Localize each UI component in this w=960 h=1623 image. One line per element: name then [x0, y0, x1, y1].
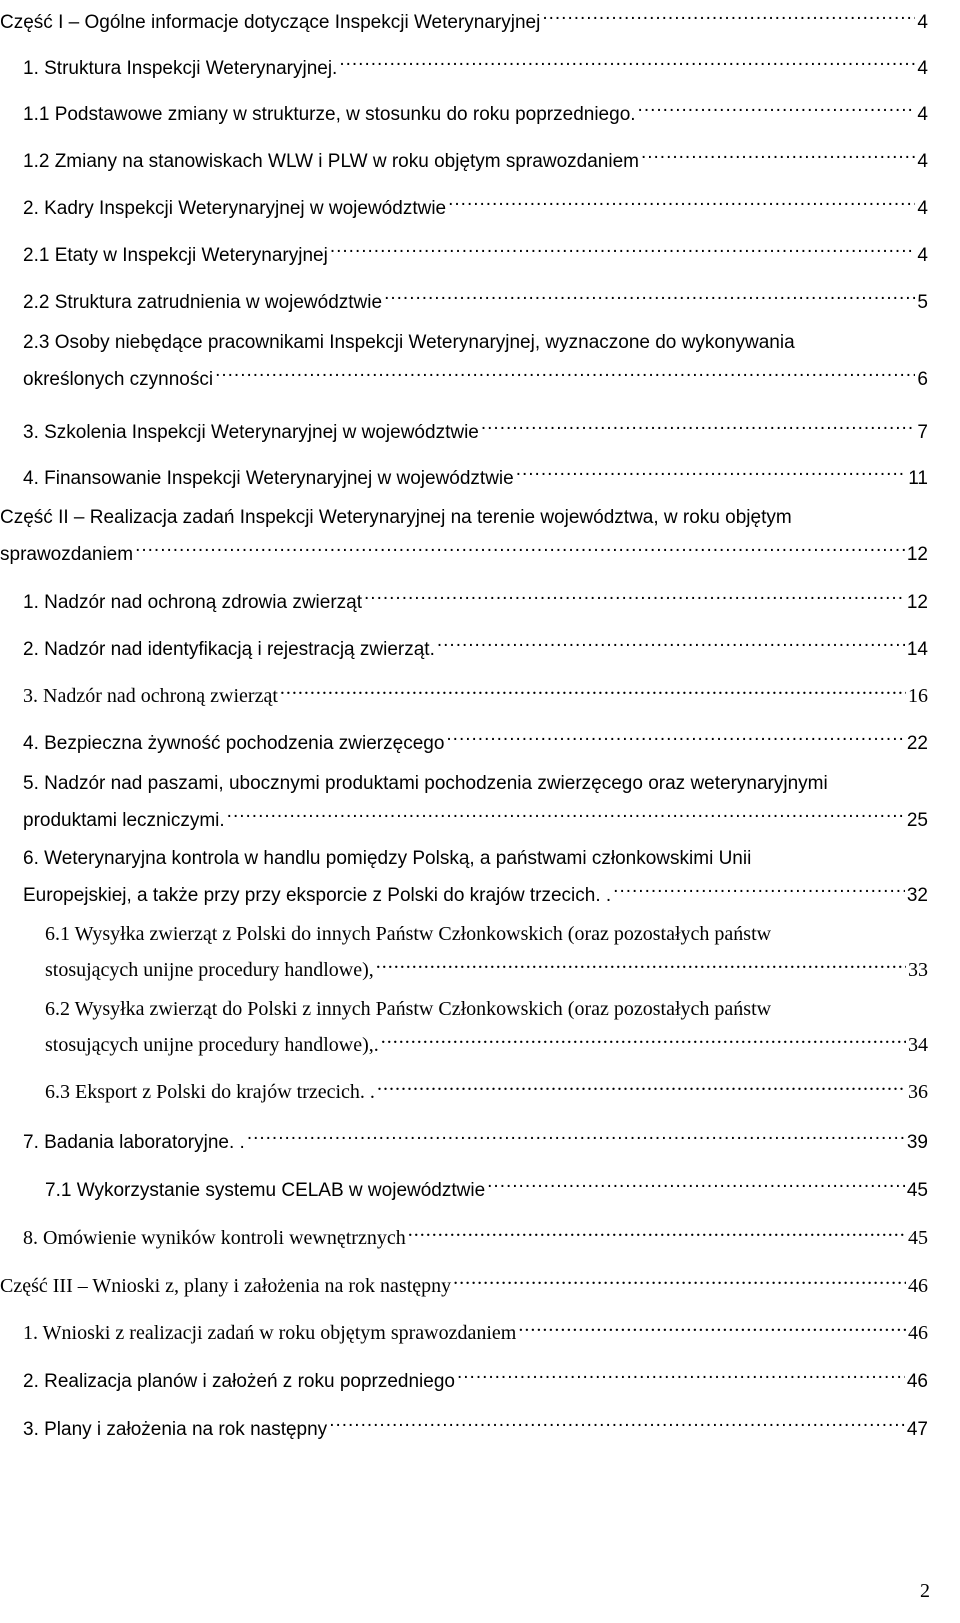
- toc-entry[interactable]: [0, 920, 928, 981]
- toc-entry[interactable]: [0, 1120, 928, 1153]
- toc-entry-page: 45: [908, 1227, 928, 1249]
- toc-entry-title: 3. Szkolenia Inspekcji Weterynaryjnej w województwie: [23, 422, 479, 443]
- toc-entry-title: 7.1 Wykorzystanie systemu CELAB w województwie: [45, 1180, 486, 1201]
- toc-entry-title: 1. Struktura Inspekcji Weterynaryjnej.: [23, 58, 338, 79]
- toc-entry-page: 46: [908, 1275, 928, 1297]
- toc-entry-title: 3. Nadzór nad ochroną zwierząt: [23, 685, 278, 707]
- toc-entry-title: 2.2 Struktura zatrudnienia w województwie: [23, 292, 383, 313]
- dot-leader: [364, 580, 905, 608]
- toc-entry-title: 2. Kadry Inspekcji Weterynaryjnej w województwie: [23, 198, 447, 219]
- toc-entry-title: produktami leczniczymi.: [23, 810, 225, 831]
- dot-leader: [542, 0, 915, 28]
- toc-entry-title: 1.2 Zmiany na stanowiskach WLW i PLW w roku objętym sprawozdaniem: [23, 151, 639, 172]
- page-number: 2: [920, 1580, 930, 1602]
- toc-entry-title: 2.1 Etaty w Inspekcji Weterynaryjnej: [23, 245, 328, 266]
- dot-leader: [377, 1070, 906, 1098]
- toc-entry-title: 3. Plany i założenia na rok następny: [23, 1419, 328, 1440]
- toc-entry-title: 4. Bezpieczna żywność pochodzenia zwierzęcego: [23, 733, 445, 754]
- dot-leader: [135, 532, 905, 560]
- toc-entry-title: 1.1 Podstawowe zmiany w strukturze, w stosunku do roku poprzedniego.: [23, 104, 636, 125]
- toc-entry-page: 34: [908, 1034, 928, 1056]
- toc-entry-title: sprawozdaniem: [0, 544, 134, 565]
- toc-entry-page: 47: [906, 1419, 928, 1440]
- toc-entry-page: 12: [906, 592, 928, 613]
- dot-leader: [448, 186, 915, 214]
- toc-entry-title-line: 6. Weterynaryjna kontrola w handlu pomiędzy Polską, a państwami członkowskimi Unii: [23, 848, 752, 869]
- toc-entry-title: stosujących unijne procedury handlowe),.: [45, 1034, 379, 1056]
- toc-entry-page: 46: [908, 1322, 928, 1344]
- dot-leader: [457, 1359, 905, 1387]
- toc-entry[interactable]: [0, 0, 928, 33]
- toc-entry[interactable]: [0, 674, 928, 707]
- toc-entry-title-line: 5. Nadzór nad paszami, ubocznymi produktami pochodzenia zwierzęcego oraz weterynaryjnymi: [23, 773, 828, 794]
- toc-entry[interactable]: [0, 995, 928, 1056]
- toc-entry[interactable]: [0, 233, 928, 266]
- toc-entry-page: 16: [908, 685, 928, 707]
- toc-entry-title-line: 2.3 Osoby niebędące pracownikami Inspekcji Weterynaryjnej, wyznaczone do wykonywania: [23, 332, 795, 353]
- toc-entry-title: 2. Realizacja planów i założeń z roku poprzedniego: [23, 1371, 455, 1392]
- toc-entry[interactable]: [0, 1407, 928, 1440]
- toc-entry-page: 12: [906, 544, 928, 565]
- dot-leader: [516, 456, 907, 484]
- toc-entry-title-line: 6.2 Wysyłka zwierząt do Polski z innych Państw Członkowskich (oraz pozostałych państw: [45, 998, 772, 1020]
- toc-entry-title: stosujących unijne procedury handlowe),: [45, 959, 374, 981]
- toc-entry[interactable]: [0, 845, 928, 906]
- toc-entry[interactable]: [0, 1070, 928, 1103]
- dot-leader: [381, 1023, 906, 1051]
- toc-entry[interactable]: [0, 1264, 928, 1297]
- toc-entry-title: 8. Omówienie wyników kontroli wewnętrznych: [23, 1227, 406, 1249]
- toc-entry-title: 1. Wnioski z realizacji zadań w roku objętym sprawozdaniem: [23, 1322, 517, 1344]
- dot-leader: [613, 873, 905, 901]
- toc-entry[interactable]: [0, 580, 928, 613]
- toc-entry[interactable]: [0, 410, 928, 443]
- toc-entry-page: 32: [906, 885, 928, 906]
- toc-entry-title: 1. Nadzór nad ochroną zdrowia zwierząt: [23, 592, 363, 613]
- toc-entry[interactable]: [0, 1311, 928, 1344]
- dot-leader: [487, 1168, 905, 1196]
- toc-entry-page: 14: [906, 639, 928, 660]
- toc-entry-page: 4: [917, 12, 928, 33]
- toc-entry[interactable]: [0, 1216, 928, 1249]
- toc-entry-page: 46: [906, 1371, 928, 1392]
- toc-entry-page: 6: [917, 369, 928, 390]
- toc-entry-title: 7. Badania laboratoryjne. .: [23, 1132, 245, 1153]
- toc-entry[interactable]: [0, 186, 928, 219]
- toc-entry[interactable]: [0, 329, 928, 390]
- toc-entry-page: 36: [908, 1081, 928, 1103]
- toc-entry-page: 4: [917, 245, 928, 266]
- toc-entry-page: 7: [917, 422, 928, 443]
- toc-entry-page: 4: [917, 151, 928, 172]
- toc-entry[interactable]: [0, 770, 928, 831]
- toc-entry-page: 33: [908, 959, 928, 981]
- toc-entry-page: 11: [908, 468, 928, 489]
- toc-entry[interactable]: [0, 139, 928, 172]
- toc-entry-title: 4. Finansowanie Inspekcji Weterynaryjnej w województwie: [23, 468, 514, 489]
- toc-entry-title: Część III – Wnioski z, plany i założenia na rok następny: [0, 1275, 452, 1297]
- toc-entry-title: określonych czynności: [23, 369, 214, 390]
- dot-leader: [641, 139, 915, 167]
- dot-leader: [481, 410, 916, 438]
- dot-leader: [437, 627, 905, 655]
- toc-entry[interactable]: [0, 280, 928, 313]
- toc-entry[interactable]: [0, 92, 928, 125]
- toc-entry[interactable]: [0, 1168, 928, 1201]
- toc-entry-title: Europejskiej, a także przy przy eksporcie z Polski do krajów trzecich. .: [23, 885, 612, 906]
- toc-entry-page: 45: [906, 1180, 928, 1201]
- toc-entry-page: 4: [917, 104, 928, 125]
- toc-entry-title: Część I – Ogólne informacje dotyczące Inspekcji Weterynaryjnej: [0, 12, 541, 33]
- toc-entry[interactable]: [0, 1359, 928, 1392]
- dot-leader: [638, 92, 916, 120]
- dot-leader: [330, 233, 916, 261]
- dot-leader: [329, 1407, 905, 1435]
- toc-entry-page: 22: [906, 733, 928, 754]
- toc-entry-page: 5: [917, 292, 928, 313]
- toc-entry-title-line: 6.1 Wysyłka zwierząt z Polski do innych Państw Członkowskich (oraz pozostałych państw: [45, 923, 772, 945]
- toc-entry[interactable]: [0, 46, 928, 79]
- dot-leader: [453, 1264, 906, 1292]
- toc-entry-title: 6.3 Eksport z Polski do krajów trzecich. .: [45, 1081, 375, 1103]
- dot-leader: [518, 1311, 906, 1339]
- toc-entry-title: 2. Nadzór nad identyfikacją i rejestracją zwierząt.: [23, 639, 435, 660]
- dot-leader: [446, 721, 904, 749]
- dot-leader: [376, 948, 906, 976]
- dot-leader: [280, 674, 906, 702]
- toc-entry-page: 39: [906, 1132, 928, 1153]
- dot-leader: [247, 1120, 905, 1148]
- toc-entry-page: 4: [917, 58, 928, 79]
- dot-leader: [215, 357, 915, 385]
- toc-entry[interactable]: [0, 456, 928, 489]
- toc-entry[interactable]: [0, 627, 928, 660]
- toc-entry-page: 25: [906, 810, 928, 831]
- toc-entry[interactable]: [0, 504, 928, 565]
- toc-entry-title-line: Część II – Realizacja zadań Inspekcji Weterynaryjnej na terenie województwa, w roku objętym: [0, 507, 792, 528]
- toc-entry[interactable]: [0, 721, 928, 754]
- toc-entry-page: 4: [917, 198, 928, 219]
- dot-leader: [227, 798, 905, 826]
- dot-leader: [408, 1216, 906, 1244]
- dot-leader: [339, 46, 915, 74]
- dot-leader: [384, 280, 915, 308]
